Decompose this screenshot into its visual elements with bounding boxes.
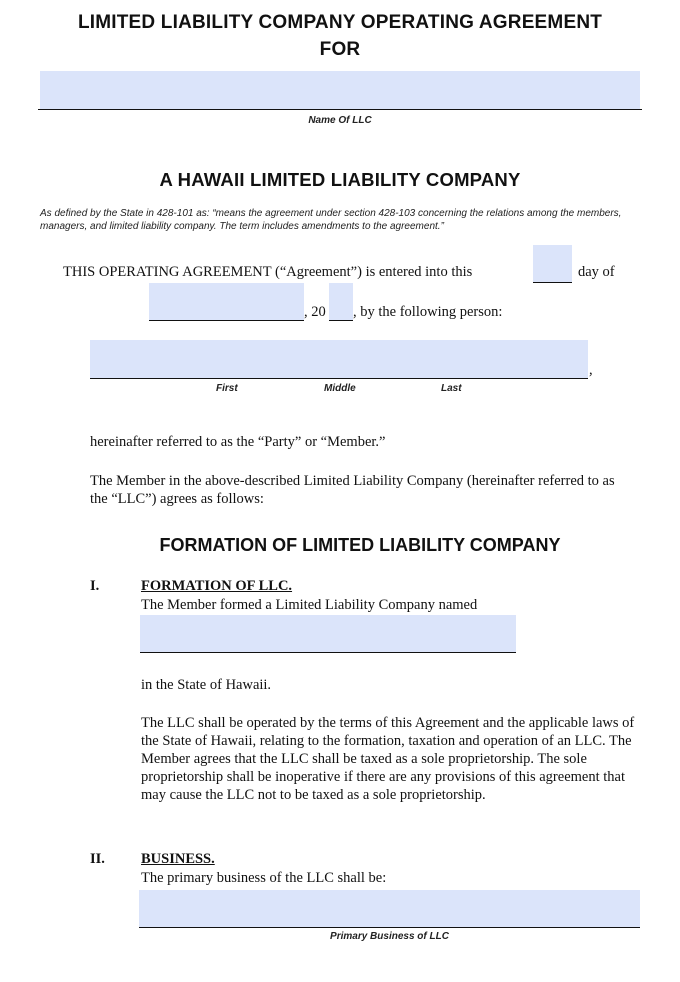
primary-business-field[interactable] — [139, 890, 640, 927]
month-underline — [149, 320, 304, 321]
llc-formed-name-field[interactable] — [140, 615, 516, 652]
formation-text: The Member formed a Limited Liability Company named — [141, 597, 478, 613]
hereinafter-text: hereinafter referred to as the “Party” or “Member.” — [90, 434, 386, 450]
primary-business-caption: Primary Business of LLC — [330, 931, 449, 942]
middle-name-caption: Middle — [324, 383, 356, 394]
llc-formed-name-underline — [140, 652, 516, 653]
subtitle: A HAWAII LIMITED LIABILITY COMPANY — [159, 169, 521, 190]
year-underline — [329, 320, 353, 321]
day-field[interactable] — [533, 245, 572, 282]
member-name-underline — [90, 378, 588, 379]
llc-name-field[interactable] — [40, 71, 640, 109]
year-prefix: , 20 — [304, 304, 326, 320]
year-field[interactable] — [329, 283, 353, 320]
document-title-for: FOR — [319, 39, 361, 60]
section-heading-business: BUSINESS. — [141, 851, 215, 867]
following-person-text: , by the following person: — [353, 304, 503, 320]
member-name-field[interactable] — [90, 340, 588, 378]
first-name-caption: First — [216, 383, 238, 394]
llc-name-caption: Name Of LLC — [308, 115, 372, 126]
primary-business-underline — [139, 927, 640, 928]
state-text: in the State of Hawaii. — [141, 677, 272, 693]
day-of-label: day of — [578, 264, 615, 280]
definition-text: As defined by the State in 428-101 as: “means the agreement under section 428-103 concerning the relations among the members, managers, and limited liability company. The term includes amendments to the agreement.” — [40, 208, 622, 232]
section-numeral: I. — [90, 578, 100, 594]
section-heading: FORMATION OF LIMITED LIABILITY COMPANY — [159, 535, 561, 555]
operation-paragraph: The LLC shall be operated by the terms of this Agreement and the applicable laws of the State of Hawaii, relating to the formation, taxation and operation of an LLC. The Member agrees that the LLC shall be taxed as a sole proprietorship. The sole proprietorship shall be inoperative if there are any provisions of this agreement that may cause the LLC not to be taxed as a sole proprietorship. — [141, 715, 635, 803]
llc-name-underline — [38, 109, 642, 110]
business-text: The primary business of the LLC shall be: — [141, 870, 387, 886]
day-underline — [533, 282, 572, 283]
section-numeral: II. — [90, 851, 105, 867]
month-field[interactable] — [149, 283, 304, 320]
intro-line: THIS OPERATING AGREEMENT (“Agreement”) is entered into this — [63, 264, 473, 280]
document-title: LIMITED LIABILITY COMPANY OPERATING AGREEMENT — [77, 12, 603, 33]
last-name-caption: Last — [441, 383, 462, 394]
member-name-comma: , — [589, 362, 593, 378]
section-heading-formation: FORMATION OF LLC. — [141, 578, 293, 594]
member-agreement-paragraph: The Member in the above-described Limited Liability Company (hereinafter referred to as the “LLC”) agrees as follows: — [90, 473, 615, 507]
